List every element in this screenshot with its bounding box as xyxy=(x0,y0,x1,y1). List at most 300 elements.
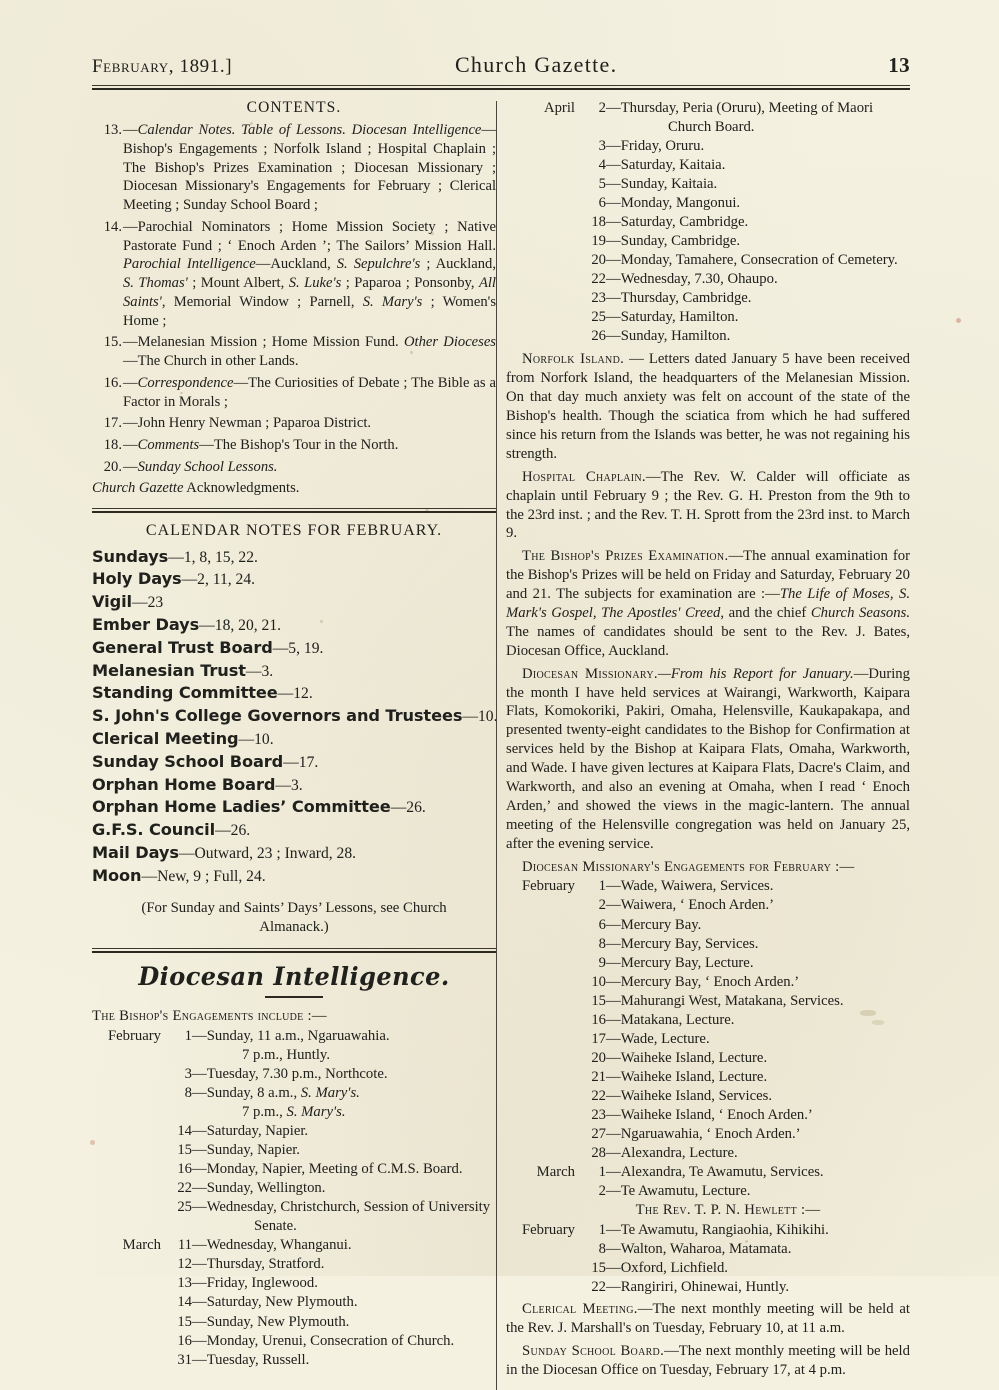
engagement-row xyxy=(506,1068,910,1087)
engagement-month xyxy=(506,1087,580,1106)
engagement-text: —Saturday, Hamilton. xyxy=(606,309,739,326)
diocesan-missionary-heading: Diocesan Missionary. xyxy=(522,665,658,682)
engagement-day: 8 xyxy=(598,935,606,952)
norfolk-island-body: — Letters dated January 5 have been received from Norfork Island, the headquarters of the Melanesian Mission. On that day much anxiety was felt on account of the state of the Bishop's health. Though the sciatica from which he had suffered since his return from the Islands was better, he was not regaining his strength. xyxy=(506,351,911,462)
calendar-entry-value: —5, 19. xyxy=(272,639,324,657)
engagement-text: —Tuesday, 7.30 p.m., Northcote. xyxy=(192,1066,388,1083)
calendar-notes-heading: CALENDAR NOTES FOR FEBRUARY. xyxy=(145,521,443,539)
calendar-entry xyxy=(92,865,496,888)
engagement-text: —Sunday, Hamilton. xyxy=(606,328,731,345)
engagement-day: 22 xyxy=(591,271,606,288)
engagement-text: —Sunday, Kaitaia. xyxy=(606,176,718,193)
diocesan-missionary-body: —During the month I have held services at Wairangi, Warkworth, Kaipara Flats, Komokoriki, Pakiri, Omaha, Helensville, Kaukapakapa, and presented twenty-eight candidates to the Bishop for Confirmation at services held by the Bishop at Kaipara Flats, Omaha, Warkworth, and Wade. I have given lectures at Kaipara Flats, Dacre's Claim, and Warkworth, and also an evening at Omaha, when I read ‘ Enoch Arden,’ and showed the views in the magic-lantern. The annual meeting of the Helensville congregation was held on January 25, after the evening service. xyxy=(506,665,910,852)
engagement-month xyxy=(506,156,580,175)
engagement-text: —Waiheke Island, Services. xyxy=(606,1087,773,1104)
engagement-month xyxy=(506,1144,580,1163)
contents-footer-segment: Church Gazette xyxy=(92,479,184,496)
calendar-entry xyxy=(92,546,496,569)
engagement-day: 20 xyxy=(591,252,606,269)
engagement-day: 2 xyxy=(598,897,606,914)
issue-date: February, 1891.] xyxy=(92,56,233,77)
engagement-row xyxy=(92,1084,496,1103)
calendar-entry xyxy=(92,796,496,819)
section-rule xyxy=(92,508,496,513)
engagement-day: 25 xyxy=(591,309,606,326)
engagement-day: 22 xyxy=(591,1087,606,1104)
engagement-day: 20 xyxy=(591,1049,606,1066)
engagement-row xyxy=(506,137,910,156)
engagement-row xyxy=(506,327,910,346)
engagement-row xyxy=(506,1278,910,1297)
engagement-row xyxy=(92,1198,496,1217)
engagement-day: 6 xyxy=(598,195,606,212)
calendar-entry-value: —12. xyxy=(277,685,313,703)
engagement-row xyxy=(92,1255,496,1274)
engagement-day: 1 xyxy=(598,1221,606,1238)
engagement-text: —Sunday, Wellington. xyxy=(192,1180,326,1197)
engagement-month: March xyxy=(536,1163,575,1180)
engagement-month xyxy=(506,1125,580,1144)
calendar-entry-value: —26. xyxy=(215,822,251,840)
calendar-entry-label: Sunday School Board xyxy=(92,751,284,771)
calendar-entry-label: Orphan Home Board xyxy=(92,774,276,794)
engagement-day: 21 xyxy=(591,1068,606,1085)
section-rule xyxy=(92,948,496,953)
calendar-entry-label: Vigil xyxy=(92,592,132,612)
engagement-month xyxy=(92,1122,166,1141)
engagement-month xyxy=(506,896,580,915)
engagement-month: February xyxy=(107,1028,161,1045)
calendar-entry-label: Moon xyxy=(92,865,142,885)
engagement-text: —Sunday, 11 a.m., Ngaruawahia. xyxy=(192,1028,390,1045)
engagement-day: 25 xyxy=(177,1199,192,1216)
engagement-text: —Matakana, Lecture. xyxy=(606,1011,735,1028)
engagement-row xyxy=(506,289,910,308)
engagement-month xyxy=(506,1068,580,1087)
engagement-month xyxy=(506,973,580,992)
engagement-row xyxy=(506,99,910,118)
engagement-row xyxy=(506,992,910,1011)
sunday-school-board-heading: Sunday School Board. xyxy=(522,1342,665,1359)
hospital-chaplain-heading: Hospital Chaplain. xyxy=(522,468,646,485)
engagement-text: —Oxford, Lichfield. xyxy=(606,1259,728,1276)
engagement-row xyxy=(506,916,910,935)
engagement-text: —Saturday, Cambridge. xyxy=(606,214,749,231)
hewlett-engagements-list xyxy=(506,1221,910,1297)
running-head xyxy=(92,52,910,78)
bishop-engagements-list-left xyxy=(92,1027,496,1370)
engagement-wrap-line: Senate. xyxy=(254,1218,297,1235)
engagement-month: February xyxy=(521,1221,575,1238)
calendar-entry xyxy=(92,660,496,683)
clerical-meeting-heading: Clerical Meeting. xyxy=(522,1301,638,1317)
engagement-text: —Saturday, New Plymouth. xyxy=(192,1294,358,1311)
engagement-day: 31 xyxy=(177,1351,192,1368)
engagement-text: —Sunday, Napier. xyxy=(192,1142,300,1159)
engagement-text: —Mercury Bay, ‘ Enoch Arden.’ xyxy=(606,973,800,990)
engagement-day: 8 xyxy=(598,1240,606,1257)
left-column xyxy=(92,99,496,1384)
engagement-month xyxy=(506,1259,580,1278)
column-divider xyxy=(496,101,497,1390)
engagement-row xyxy=(92,1065,496,1084)
engagement-day: 13 xyxy=(177,1275,192,1292)
engagement-month: February xyxy=(521,878,575,895)
engagement-text: —Tuesday, Russell. xyxy=(192,1351,310,1368)
header-rule xyxy=(92,85,910,90)
calendar-entry-label: Sundays xyxy=(92,546,169,566)
engagement-row xyxy=(92,1122,496,1141)
engagement-month xyxy=(506,992,580,1011)
engagement-month xyxy=(506,308,580,327)
engagement-wrap-line: Church Board. xyxy=(668,119,755,136)
engagement-row xyxy=(506,308,910,327)
clerical-meeting-section xyxy=(506,1300,910,1338)
engagement-month xyxy=(506,289,580,308)
engagement-day: 1 xyxy=(184,1028,192,1045)
engagement-month xyxy=(506,916,580,935)
engagement-day: 27 xyxy=(591,1125,606,1142)
engagement-row xyxy=(506,1163,910,1182)
calendar-entry xyxy=(92,568,496,591)
engagement-row xyxy=(92,1160,496,1179)
engagement-text: —Friday, Oruru. xyxy=(606,138,705,155)
engagement-month xyxy=(92,1313,166,1332)
engagement-month xyxy=(506,232,580,251)
engagement-text: —Te Awamutu, Lecture. xyxy=(606,1182,751,1199)
norfolk-island-heading: Norfolk Island. xyxy=(522,351,625,368)
calendar-entry-value: —3. xyxy=(245,662,274,680)
engagement-row xyxy=(92,1293,496,1312)
hospital-chaplain-section xyxy=(506,468,910,544)
engagement-row xyxy=(506,1011,910,1030)
engagement-row xyxy=(506,270,910,289)
engagement-day: 17 xyxy=(591,1030,606,1047)
engagement-day: 8 xyxy=(184,1085,192,1102)
calendar-entry-value: —26. xyxy=(390,799,426,817)
calendar-entry-label: Standing Committee xyxy=(92,683,278,703)
calendar-entry-value: —2, 11, 24. xyxy=(181,571,256,589)
bishops-prizes-body-1: —The annual examination for the Bishop's Prizes will be held on Friday and Saturday, February 20 and 21. The subjects for examination are :— xyxy=(506,548,910,603)
contents-item-number: 15. xyxy=(103,334,122,351)
engagement-row xyxy=(506,1182,910,1201)
engagement-row xyxy=(92,1179,496,1198)
engagement-text: —Rangiriri, Ohinewai, Huntly. xyxy=(606,1278,790,1295)
norfolk-island-section xyxy=(506,350,910,463)
engagement-day: 14 xyxy=(177,1294,192,1311)
contents-item xyxy=(92,458,496,477)
contents-item-text: —Sunday School Lessons. xyxy=(123,458,278,475)
engagement-day: 10 xyxy=(591,973,606,990)
engagement-day: 23 xyxy=(591,290,606,307)
engagement-row xyxy=(92,1332,496,1351)
engagement-month xyxy=(92,1255,166,1274)
contents-item-number: 16. xyxy=(103,374,122,391)
engagement-month xyxy=(506,194,580,213)
bishops-prizes-heading: The Bishop's Prizes Examination. xyxy=(522,548,729,565)
engagement-text: —Mercury Bay, Lecture. xyxy=(606,954,754,971)
bishops-prizes-seasons: Church Seasons. xyxy=(810,604,910,621)
engagement-text: —Sunday, New Plymouth. xyxy=(192,1313,350,1330)
engagement-month xyxy=(92,1198,166,1217)
calendar-entry-label: General Trust Board xyxy=(92,637,273,657)
engagement-month xyxy=(506,270,580,289)
engagement-day: 1 xyxy=(598,878,606,895)
engagement-row xyxy=(506,232,910,251)
contents-item-number: 18. xyxy=(103,437,122,453)
engagement-row xyxy=(506,213,910,232)
missionary-engagements-list xyxy=(506,877,910,1201)
engagement-day: 15 xyxy=(177,1313,192,1330)
paper-speck xyxy=(956,318,961,323)
engagement-text: —Monday, Tamahere, Consecration of Cemetery. xyxy=(606,252,898,269)
engagement-text: —Waiheke Island, ‘ Enoch Arden.’ xyxy=(606,1106,813,1123)
contents-item-text: —Melanesian Mission ; Home Mission Fund. Other Dioceses—The Church in other Lands. xyxy=(123,334,496,369)
contents-item xyxy=(92,218,496,331)
contents-item-text: —Correspondence—The Curiosities of Debate ; The Bible as a Factor in Morals ; xyxy=(123,374,496,410)
engagement-text: —Mercury Bay, Services. xyxy=(606,935,759,952)
contents-item-text: —John Henry Newman ; Paparoa District. xyxy=(123,415,372,432)
engagement-month xyxy=(506,1106,580,1125)
engagement-month xyxy=(92,1065,166,1084)
calendar-entry xyxy=(92,819,496,842)
engagement-row xyxy=(506,251,910,270)
contents-item-number: 20. xyxy=(103,458,122,475)
engagement-text: —Saturday, Kaitaia. xyxy=(606,157,726,174)
engagement-day: 16 xyxy=(177,1161,192,1178)
engagement-day: 28 xyxy=(591,1144,606,1161)
bishops-prizes-subjects: The Life of Moses, S. Mark's Gospel, The Apostles' Creed xyxy=(506,586,911,621)
engagement-day: 23 xyxy=(591,1106,606,1123)
calendar-entry xyxy=(92,774,496,797)
engagement-text: —Mercury Bay. xyxy=(606,916,702,933)
heading-underrule xyxy=(265,996,323,998)
contents-item-number: 14. xyxy=(103,218,122,235)
engagement-text: —Ngaruawahia, ‘ Enoch Arden.’ xyxy=(606,1125,801,1142)
contents-item xyxy=(92,414,496,433)
engagement-text: —Saturday, Napier. xyxy=(192,1123,309,1140)
engagement-day: 2 xyxy=(598,1182,606,1199)
calendar-entry-label: G.F.S. Council xyxy=(92,820,216,840)
calendar-entry-label: Clerical Meeting xyxy=(92,729,239,748)
contents-list xyxy=(92,121,496,477)
calendar-entry-value: —1, 8, 15, 22. xyxy=(168,548,258,566)
engagement-text: —Wednesday, Whanganui. xyxy=(192,1237,352,1254)
engagement-row xyxy=(506,194,910,213)
engagement-day: 3 xyxy=(184,1066,192,1083)
bishops-prizes-body-2: , and the chief xyxy=(720,604,811,621)
calendar-entry-label: Orphan Home Ladies’ Committee xyxy=(92,797,391,817)
contents-item-text: —Parochial Nominators ; Home Mission Society ; Native Pastorate Fund ; ‘ Enoch Arden ’; The Sailors’ Mission Hall. Parochial Intelligence—Auckland, S. Sepulchre's ; Auckland, S. Thomas' ; Mount Albert, S. Luke's ; Paparoa ; Ponsonby, All Saints', Memorial Window ; Parnell, S. Mary's ; Women's Home ; xyxy=(123,218,496,329)
engagement-day: 1 xyxy=(598,1163,606,1180)
calendar-entry-value: —10. xyxy=(238,731,274,748)
engagement-row xyxy=(506,973,910,992)
engagement-row xyxy=(92,1236,496,1255)
calendar-entry xyxy=(92,591,496,614)
engagement-row xyxy=(92,1141,496,1160)
engagement-row xyxy=(506,1049,910,1068)
engagement-day: 26 xyxy=(591,328,606,345)
engagement-row xyxy=(506,175,910,194)
calendar-entry xyxy=(92,614,496,637)
contents-footer xyxy=(92,480,496,497)
engagement-month xyxy=(506,1049,580,1068)
engagement-day: 5 xyxy=(598,176,606,193)
contents-heading: CONTENTS. xyxy=(246,99,342,116)
publication-title: Church Gazette. xyxy=(454,52,618,77)
contents-item xyxy=(92,436,496,455)
engagement-text: —Friday, Inglewood. xyxy=(192,1275,318,1292)
engagement-text: —Waiheke Island, Lecture. xyxy=(606,1049,768,1066)
engagement-month xyxy=(92,1084,166,1103)
engagement-text: —Waiwera, ‘ Enoch Arden.’ xyxy=(606,897,775,914)
contents-footer-segment: Acknowledgments. xyxy=(183,479,300,496)
engagement-row xyxy=(506,1030,910,1049)
hospital-chaplain-body: —The Rev. W. Calder will officiate as chaplain until February 9 ; the Rev. G. H. Preston from the 9th to the 23rd inst. ; and the Rev. T. H. Sprott from the 23rd inst. to March 9. xyxy=(506,468,910,542)
calendar-entry-value: —17. xyxy=(283,753,319,771)
engagement-row xyxy=(92,1027,496,1046)
engagement-month xyxy=(506,1030,580,1049)
engagement-text: —Monday, Mangonui. xyxy=(606,195,741,212)
bishop-engagements-heading: The Bishop's Engagements include :— xyxy=(92,1008,327,1025)
calendar-entry-value: —18, 20, 21. xyxy=(199,616,282,634)
calendar-entry xyxy=(92,705,496,728)
engagement-month xyxy=(506,935,580,954)
engagement-month: April xyxy=(543,100,575,116)
engagement-month xyxy=(506,175,580,194)
calendar-entry xyxy=(92,728,496,751)
right-column xyxy=(506,99,910,1384)
engagement-text: —Wade, Lecture. xyxy=(606,1030,710,1047)
contents-item xyxy=(92,333,496,371)
engagement-month xyxy=(92,1179,166,1198)
bishops-prizes-body-3: The names of candidates should be sent to the Rev. J. Bates, Diocesan Office, Auckland. xyxy=(506,623,910,659)
engagement-day: 4 xyxy=(598,157,606,174)
engagement-text: —Monday, Urenui, Consecration of Church. xyxy=(192,1332,455,1349)
engagement-day: 22 xyxy=(591,1278,606,1295)
engagement-day: 16 xyxy=(591,1011,606,1028)
diocesan-missionary-report-label: —From his Report for January. xyxy=(657,665,854,682)
engagement-text: —Thursday, Stratford. xyxy=(192,1256,325,1273)
engagement-month xyxy=(92,1332,166,1351)
engagement-text: —Te Awamutu, Rangiaohia, Kihikihi. xyxy=(606,1221,829,1238)
calendar-entry-label: Ember Days xyxy=(92,614,200,634)
calendar-entry-value: —Outward, 23 ; Inward, 28. xyxy=(178,845,357,863)
engagement-day: 15 xyxy=(591,992,606,1009)
hewlett-engagements-block xyxy=(506,1201,910,1297)
engagement-row xyxy=(506,954,910,973)
contents-item xyxy=(92,374,496,412)
engagement-month xyxy=(506,1011,580,1030)
engagement-month xyxy=(506,137,580,156)
missionary-engagements-heading: Diocesan Missionary's Engagements for February :— xyxy=(522,858,855,875)
engagement-day: 12 xyxy=(177,1256,192,1273)
engagement-text: —Sunday, 8 a.m., S. Mary's. xyxy=(192,1085,360,1102)
engagement-row xyxy=(92,1351,496,1370)
engagement-month xyxy=(92,1351,166,1370)
calendar-entry xyxy=(92,637,496,660)
diocesan-missionary-section xyxy=(506,665,910,854)
engagement-row xyxy=(506,896,910,915)
engagement-month xyxy=(92,1293,166,1312)
engagement-month xyxy=(92,1141,166,1160)
clerical-meeting-body: —The next monthly meeting will be held at the Rev. J. Marshall's on Tuesday, February 10, at 11 a.m. xyxy=(506,1301,910,1336)
engagement-text: —Alexandra, Lecture. xyxy=(606,1144,738,1161)
engagement-text: —Wednesday, Christchurch, Session of University xyxy=(192,1199,491,1216)
engagement-text: —Thursday, Peria (Oruru), Meeting of Maori xyxy=(606,100,874,116)
engagement-row xyxy=(92,1274,496,1293)
engagement-month xyxy=(506,954,580,973)
calendar-entry-label: Holy Days xyxy=(92,569,182,589)
calendar-entry-value: —New, 9 ; Full, 24. xyxy=(141,867,266,885)
engagement-month xyxy=(506,213,580,232)
engagement-month xyxy=(506,327,580,346)
engagement-day: 19 xyxy=(591,233,606,250)
engagement-row xyxy=(506,1106,910,1125)
engagement-row xyxy=(92,1313,496,1332)
engagement-row xyxy=(506,1125,910,1144)
engagement-text: —Waiheke Island, Lecture. xyxy=(606,1068,768,1085)
hewlett-heading: The Rev. T. P. N. Hewlett :— xyxy=(635,1201,821,1218)
engagement-month: March xyxy=(122,1237,161,1254)
engagement-row xyxy=(506,1240,910,1259)
calendar-notes-list xyxy=(92,546,496,888)
engagement-day: 22 xyxy=(177,1180,192,1197)
engagement-row xyxy=(506,1087,910,1106)
calendar-entry-label: Mail Days xyxy=(92,843,179,863)
calendar-entry-value: —10. xyxy=(462,708,498,726)
engagement-text: —Wednesday, 7.30, Ohaupo. xyxy=(606,271,778,288)
calendar-entry-label: S. John's College Governors and Trustees xyxy=(92,706,463,726)
bishops-prizes-section xyxy=(506,547,910,660)
missionary-engagements-block xyxy=(506,858,910,1201)
calendar-entry-value: —23 xyxy=(131,594,164,612)
engagement-month xyxy=(506,1240,580,1259)
engagement-text: —Sunday, Cambridge. xyxy=(606,233,741,250)
sunday-school-board-section xyxy=(506,1342,910,1380)
page-number: 13 xyxy=(888,53,910,77)
engagement-text: —Thursday, Cambridge. xyxy=(606,290,752,307)
calendar-footnote: (For Sunday and Saints’ Days’ Lessons, see Church Almanack.) xyxy=(141,899,447,935)
bishop-engagements-list-right xyxy=(506,99,910,346)
engagement-month xyxy=(506,251,580,270)
calendar-entry xyxy=(92,751,496,774)
engagement-day: 18 xyxy=(591,214,606,231)
contents-item-text: —Comments—The Bishop's Tour in the North. xyxy=(123,437,399,453)
engagement-continuation: 7 p.m., Huntly. xyxy=(242,1047,330,1064)
engagement-day: 14 xyxy=(177,1123,192,1140)
calendar-entry xyxy=(92,682,496,705)
engagement-day: 15 xyxy=(591,1259,606,1276)
engagement-continuation: 7 p.m., S. Mary's. xyxy=(242,1104,346,1121)
calendar-entry-value: —3. xyxy=(275,776,303,794)
contents-item xyxy=(92,121,496,215)
engagement-day: 6 xyxy=(598,916,606,933)
calendar-entry-label: Melanesian Trust xyxy=(92,660,246,680)
bishop-engagements-block xyxy=(92,1007,496,1369)
engagement-day: 11 xyxy=(177,1237,192,1254)
engagement-text: —Mahurangi West, Matakana, Services. xyxy=(606,992,844,1009)
engagement-day: 3 xyxy=(598,138,606,155)
engagement-day: 2 xyxy=(598,100,606,116)
calendar-entry xyxy=(92,842,496,865)
engagement-day: 15 xyxy=(177,1142,192,1159)
engagement-month xyxy=(506,1278,580,1297)
engagement-row xyxy=(506,877,910,896)
sunday-school-board-body: —The next monthly meeting will be held in the Diocesan Office on Tuesday, February 17, at 4 p.m. xyxy=(506,1342,910,1378)
diocesan-intelligence-heading: Diocesan Intelligence. xyxy=(138,962,450,992)
engagement-day: 9 xyxy=(598,954,606,971)
